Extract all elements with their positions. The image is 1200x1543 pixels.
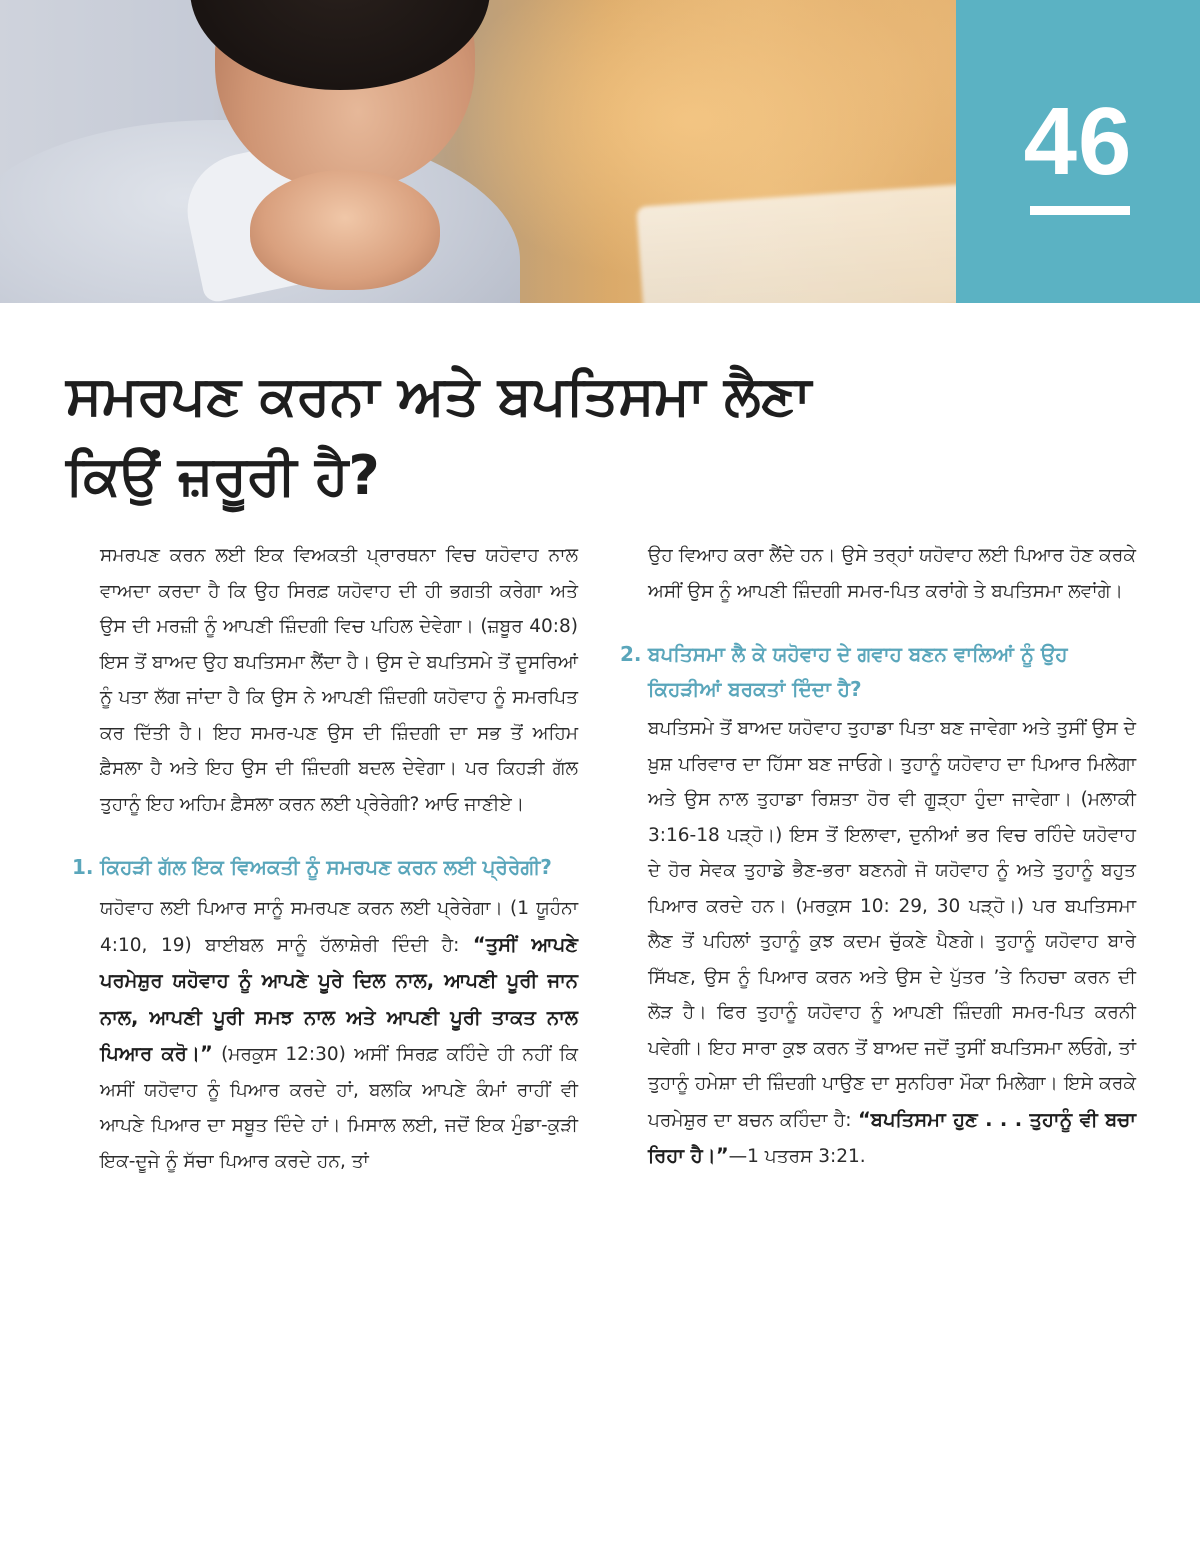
section-2-question <box>620 637 1136 707</box>
hero-photo <box>0 0 956 303</box>
section-2-text: ਬਪਤਿਸਮੇ ਤੋਂ ਬਾਅਦ ਯਹੋਵਾਹ ਤੁਹਾਡਾ ਪਿਤਾ ਬਣ ਜਾਵੇਗਾ ਅਤੇ ਤੁਸੀਂ ਉਸ ਦੇ ਖ਼ੁਸ਼ ਪਰਿਵਾਰ ਦਾ ਹਿੱਸਾ ਬਣ ਜਾਓਗੇ। ਤੁਹਾਨੂੰ ਯਹੋਵਾਹ ਦਾ ਪਿਆਰ ਮਿਲੇਗਾ ਅਤੇ ਉਸ ਨਾਲ ਤੁਹਾਡਾ ਰਿਸ਼ਤਾ ਹੋਰ ਵੀ ਗੂੜ੍ਹਾ ਹੁੰਦਾ ਜਾਵੇਗਾ। (ਮਲਾਕੀ 3:16-18 ਪੜ੍ਹੋ।) ਇਸ ਤੋਂ ਇਲਾਵਾ, ਦੁਨੀਆਂ ਭਰ ਵਿਚ ਰਹਿੰਦੇ ਯਹੋਵਾਹ ਦੇ ਹੋਰ ਸੇਵਕ ਤੁਹਾਡੇ ਭੈਣ-ਭਰਾ ਬਣਨਗੇ ਜੋ ਯਹੋਵਾਹ ਨੂੰ ਅਤੇ ਤੁਹਾਨੂੰ ਬਹੁਤ ਪਿਆਰ ਕਰਦੇ ਹਨ। (ਮਰਕੁਸ 10: 29, 30 ਪੜ੍ਹੋ।) ਪਰ ਬਪਤਿਸਮਾ ਲੈਣ ਤੋਂ ਪਹਿਲਾਂ ਤੁਹਾਨੂੰ ਕੁਝ ਕਦਮ ਚੁੱਕਣੇ ਪੈਣਗੇ। ਤੁਹਾਨੂੰ ਯਹੋਵਾਹ ਬਾਰੇ ਸਿੱਖਣ, ਉਸ ਨੂੰ ਪਿਆਰ ਕਰਨ ਅਤੇ ਉਸ ਦੇ ਪੁੱਤਰ ’ਤੇ ਨਿਹਚਾ ਕਰਨ ਦੀ ਲੋੜ ਹੈ। ਫਿਰ ਤੁਹਾਨੂੰ ਯਹੋਵਾਹ ਨੂੰ ਆਪਣੀ ਜ਼ਿੰਦਗੀ ਸਮਰ-ਪਿਤ ਕਰਨੀ ਪਵੇਗੀ। ਇਹ ਸਾਰਾ ਕੁਝ ਕਰਨ ਤੋਂ ਬਾਅਦ ਜਦੋਂ ਤੁਸੀਂ ਬਪਤਿਸਮਾ ਲਓਗੇ, ਤਾਂ ਤੁਹਾਨੂੰ ਹਮੇਸ਼ਾ ਦੀ ਜ਼ਿੰਦਗੀ ਪਾਉਣ ਦਾ ਸੁਨਹਿਰਾ ਮੌਕਾ ਮਿਲੇਗਾ। ਇਸੇ ਕਰਕੇ ਪਰਮੇਸ਼ੁਰ ਦਾ ਬਚਨ ਕਹਿੰਦਾ ਹੈ: <box>648 718 1136 1131</box>
section-1-paragraph <box>100 891 578 1179</box>
page-title <box>66 356 1146 516</box>
chapter-number-box <box>956 0 1200 303</box>
section-2-question-text: ਬਪਤਿਸਮਾ ਲੈ ਕੇ ਯਹੋਵਾਹ ਦੇ ਗਵਾਹ ਬਣਨ ਵਾਲਿਆਂ ਨੂੰ ਉਹ ਕਿਹੜੀਆਂ ਬਰਕਤਾਂ ਦਿੰਦਾ ਹੈ? <box>648 642 1068 701</box>
section-1-number: 1. <box>72 855 94 879</box>
photo-background-blur <box>520 0 956 303</box>
right-column <box>620 538 1136 1175</box>
left-column <box>72 538 578 1179</box>
title-line-2: ਕਿਉਂ ਜ਼ਰੂਰੀ ਹੈ? <box>66 444 380 507</box>
title-line-1: ਸਮਰਪਣ ਕਰਨਾ ਅਤੇ ਬਪਤਿਸਮਾ ਲੈਣਾ <box>66 364 812 427</box>
section-1-text-after: (ਮਰਕੁਸ 12:30) ਅਸੀਂ ਸਿਰਫ਼ ਕਹਿੰਦੇ ਹੀ ਨਹੀਂ ਕਿ ਅਸੀਂ ਯਹੋਵਾਹ ਨੂੰ ਪਿਆਰ ਕਰਦੇ ਹਾਂ, ਬਲਕਿ ਆਪਣੇ ਕੰਮਾਂ ਰਾਹੀਂ ਵੀ ਆਪਣੇ ਪਿਆਰ ਦਾ ਸਬੂਤ ਦਿੰਦੇ ਹਾਂ। ਮਿਸਾਲ ਲਈ, ਜਦੋਂ ਇਕ ਮੁੰਡਾ-ਕੁੜੀ ਇਕ-ਦੂਜੇ ਨੂੰ ਸੱਚਾ ਪਿਆਰ ਕਰਦੇ ਹਨ, ਤਾਂ <box>100 1044 578 1172</box>
section-2-citation: —1 ਪਤਰਸ 3:21. <box>728 1146 866 1167</box>
section-2-scripture-quote: “ਬਪਤਿਸਮਾ ਹੁਣ . . . ਤੁਹਾਨੂੰ ਵੀ ਬਚਾ ਰਿਹਾ ਹੈ।” <box>648 1107 1136 1167</box>
section-1-text-before: ਯਹੋਵਾਹ ਲਈ ਪਿਆਰ ਸਾਨੂੰ ਸਮਰਪਣ ਕਰਨ ਲਈ ਪ੍ਰੇਰੇਗਾ। (1 ਯੂਹੰਨਾ 4:10, 19) ਬਾਈਬਲ ਸਾਨੂੰ ਹੱਲਾਸ਼ੇਰੀ ਦਿੰਦੀ ਹੈ: <box>100 898 578 956</box>
photo-praying-hands <box>250 170 440 290</box>
section-1-question <box>72 850 578 885</box>
chapter-underline <box>1030 206 1130 215</box>
section-1-question-text: ਕਿਹੜੀ ਗੱਲ ਇਕ ਵਿਅਕਤੀ ਨੂੰ ਸਮਰਪਣ ਕਰਨ ਲਈ ਪ੍ਰੇਰੇਗੀ? <box>100 855 552 879</box>
intro-paragraph: ਸਮਰਪਣ ਕਰਨ ਲਈ ਇਕ ਵਿਅਕਤੀ ਪ੍ਰਾਰਥਨਾ ਵਿਚ ਯਹੋਵਾਹ ਨਾਲ ਵਾਅਦਾ ਕਰਦਾ ਹੈ ਕਿ ਉਹ ਸਿਰਫ਼ ਯਹੋਵਾਹ ਦੀ ਹੀ ਭਗਤੀ ਕਰੇਗਾ ਅਤੇ ਉਸ ਦੀ ਮਰਜ਼ੀ ਨੂੰ ਆਪਣੀ ਜ਼ਿੰਦਗੀ ਵਿਚ ਪਹਿਲ ਦੇਵੇਗਾ। (ਜ਼ਬੂਰ 40:8) ਇਸ ਤੋਂ ਬਾਅਦ ਉਹ ਬਪਤਿਸਮਾ ਲੈਂਦਾ ਹੈ। ਉਸ ਦੇ ਬਪਤਿਸਮੇ ਤੋਂ ਦੂਸਰਿਆਂ ਨੂੰ ਪਤਾ ਲੱਗ ਜਾਂਦਾ ਹੈ ਕਿ ਉਸ ਨੇ ਆਪਣੀ ਜ਼ਿੰਦਗੀ ਯਹੋਵਾਹ ਨੂੰ ਸਮਰਪਿਤ ਕਰ ਦਿੱਤੀ ਹੈ। ਇਹ ਸਮਰ-ਪਣ ਉਸ ਦੀ ਜ਼ਿੰਦਗੀ ਦਾ ਸਭ ਤੋਂ ਅਹਿਮ ਫ਼ੈਸਲਾ ਹੈ ਅਤੇ ਇਹ ਉਸ ਦੀ ਜ਼ਿੰਦਗੀ ਬਦਲ ਦੇਵੇਗਾ। ਪਰ ਕਿਹੜੀ ਗੱਲ ਤੁਹਾਨੂੰ ਇਹ ਅਹਿਮ ਫ਼ੈਸਲਾ ਕਰਨ ਲਈ ਪ੍ਰੇਰੇਗੀ? ਆਓ ਜਾਣੀਏ। <box>100 545 578 815</box>
section-2-paragraph <box>648 711 1136 1175</box>
section-1-continued-paragraph: ਉਹ ਵਿਆਹ ਕਰਾ ਲੈਂਦੇ ਹਨ। ਉਸੇ ਤਰ੍ਹਾਂ ਯਹੋਵਾਹ ਲਈ ਪਿਆਰ ਹੋਣ ਕਰਕੇ ਅਸੀਂ ਉਸ ਨੂੰ ਆਪਣੀ ਜ਼ਿੰਦਗੀ ਸਮਰ-ਪਿਤ ਕਰਾਂਗੇ ਤੇ ਬਪਤਿਸਮਾ ਲਵਾਂਗੇ। <box>648 545 1136 602</box>
section-2-number: 2. <box>620 642 642 666</box>
section-1-scripture-quote: “ਤੁਸੀਂ ਆਪਣੇ ਪਰਮੇਸ਼ੁਰ ਯਹੋਵਾਹ ਨੂੰ ਆਪਣੇ ਪੂਰੇ ਦਿਲ ਨਾਲ, ਆਪਣੀ ਪੂਰੀ ਜਾਨ ਨਾਲ, ਆਪਣੀ ਪੂਰੀ ਸਮਝ ਨਾਲ ਅਤੇ ਆਪਣੀ ਪੂਰੀ ਤਾਕਤ ਨਾਲ ਪਿਆਰ ਕਰੋ।” <box>100 932 578 1065</box>
chapter-number: 46 <box>1023 88 1133 195</box>
